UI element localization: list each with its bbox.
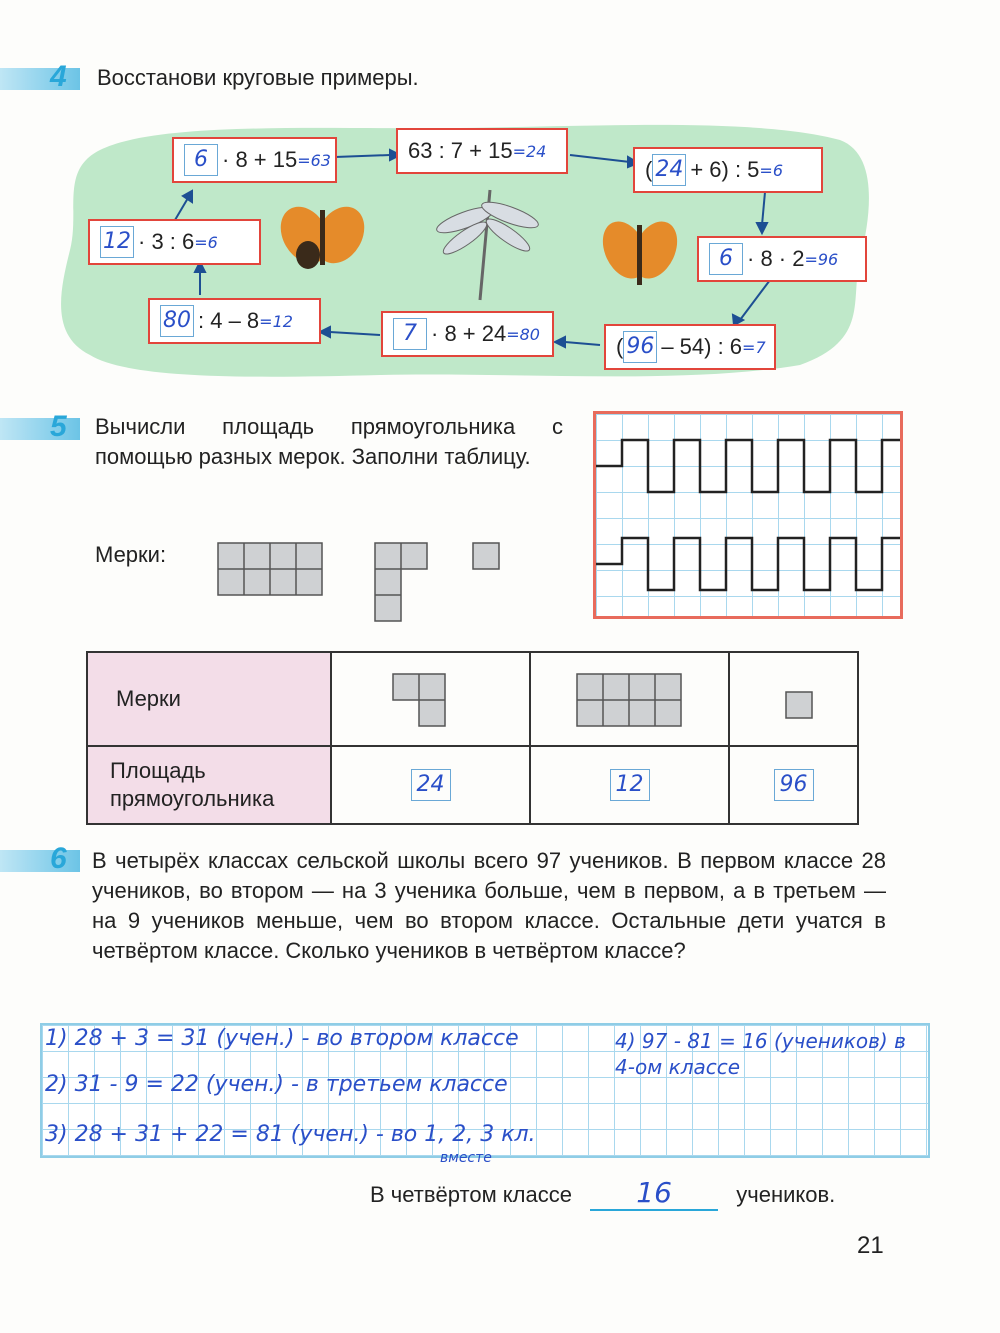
row-label: Площадь прямоугольника bbox=[110, 758, 275, 811]
handwritten-result: =6 bbox=[194, 232, 218, 252]
expression-box-7 bbox=[148, 298, 321, 344]
answer-line bbox=[370, 1176, 835, 1211]
solution-note: вместе bbox=[440, 1150, 492, 1166]
expression-box-4 bbox=[697, 236, 867, 282]
page-number: 21 bbox=[857, 1232, 884, 1259]
task-5-text: Вычисли площадь прямоугольника с помощью разных мерок. Заполни таблицу. bbox=[95, 414, 563, 469]
area-cell-3 bbox=[729, 746, 858, 824]
measure-cell-square bbox=[729, 652, 858, 746]
expression-box-6 bbox=[381, 311, 554, 357]
task-5-number: 5 bbox=[50, 410, 67, 443]
paren-open: ( bbox=[616, 334, 624, 359]
task-6-number: 6 bbox=[50, 842, 67, 875]
task-6-marker bbox=[0, 850, 80, 872]
rectangle-pattern bbox=[596, 414, 900, 616]
table-header-merki bbox=[87, 652, 331, 746]
solution-line-1: 1) 28 + 3 = 31 (учен.) - во втором классе bbox=[45, 1026, 519, 1051]
task-4-text: Восстанови круговые примеры. bbox=[97, 65, 419, 90]
expression-box-5 bbox=[604, 324, 776, 370]
row-label: Мерки bbox=[116, 686, 181, 711]
measure-shapes bbox=[215, 540, 505, 622]
handwritten-result: =63 bbox=[297, 150, 331, 170]
solution-line-4: 4) 97 - 81 = 16 (учеников) в 4-ом классе bbox=[615, 1029, 906, 1079]
task-6-text: В четырёх классах сельской школы всего 97 учеников. В первом классе 28 учеников, во втором — на 3 ученика больше, чем в первом, а в третьем — на 9 учеников меньше, чем во втором классе. Остальные дети учатся в четвёртом классе. Сколько учеников в четвёртом классе? bbox=[92, 848, 886, 963]
table-header-area bbox=[87, 746, 331, 824]
expression-box-8 bbox=[88, 219, 261, 265]
solution-line-3: 3) 28 + 31 + 22 = 81 (учен.) - во 1, 2, 3 кл. bbox=[45, 1122, 536, 1147]
area-answer[interactable]: 12 bbox=[610, 769, 650, 801]
measure-cell-l bbox=[331, 652, 530, 746]
paren-open: ( bbox=[645, 157, 653, 182]
expression-box-3 bbox=[633, 147, 823, 193]
handwritten-result: =7 bbox=[742, 337, 766, 357]
expression-text: : 4 – 8 bbox=[198, 308, 260, 333]
expression-text: · 8 + 24 bbox=[431, 321, 507, 346]
rect-measure bbox=[532, 654, 727, 738]
solution-line-2: 2) 31 - 9 = 22 (учен.) - в третьем классе bbox=[45, 1072, 508, 1097]
area-cell-1 bbox=[331, 746, 530, 824]
answer-cell[interactable]: 96 bbox=[623, 331, 657, 363]
measure-cell-rect bbox=[530, 652, 729, 746]
square-measure bbox=[731, 654, 856, 738]
expression-box-1 bbox=[172, 137, 337, 183]
area-answer[interactable]: 24 bbox=[411, 769, 451, 801]
l-shape-measure bbox=[333, 654, 528, 738]
answer-cell[interactable]: 12 bbox=[100, 226, 134, 258]
expression-text: 63 : 7 + 15 bbox=[408, 138, 513, 163]
task-4-marker bbox=[0, 68, 80, 90]
handwritten-result: =12 bbox=[259, 311, 293, 331]
expression-text: – 54) : 6 bbox=[661, 334, 743, 359]
task-5-marker bbox=[0, 418, 80, 440]
handwritten-result: =96 bbox=[804, 249, 839, 269]
answer-cell[interactable]: 6 bbox=[709, 243, 743, 275]
handwritten-result: =80 bbox=[506, 324, 540, 344]
answer-cell[interactable]: 24 bbox=[652, 154, 686, 186]
answer-prefix: В четвёртом классе bbox=[370, 1182, 572, 1207]
expression-text: + 6) : 5 bbox=[690, 157, 760, 182]
answer-cell[interactable]: 7 bbox=[393, 318, 427, 350]
area-answer[interactable]: 96 bbox=[774, 769, 814, 801]
answer-cell[interactable]: 6 bbox=[184, 144, 218, 176]
answer-suffix: учеников. bbox=[736, 1182, 836, 1207]
area-cell-2 bbox=[530, 746, 729, 824]
expression-text: · 8 · 2 bbox=[747, 246, 805, 271]
expression-box-2 bbox=[396, 128, 568, 174]
measures-table bbox=[86, 651, 859, 825]
task-4-number: 4 bbox=[50, 60, 67, 93]
expression-text: · 3 : 6 bbox=[138, 229, 195, 254]
merki-label: Мерки: bbox=[95, 542, 167, 567]
expression-text: · 8 + 15 bbox=[222, 147, 298, 172]
handwritten-result: =24 bbox=[512, 141, 547, 161]
answer-cell[interactable]: 80 bbox=[160, 305, 194, 337]
handwritten-result: =6 bbox=[759, 160, 784, 180]
answer-value[interactable]: 16 bbox=[590, 1176, 718, 1211]
